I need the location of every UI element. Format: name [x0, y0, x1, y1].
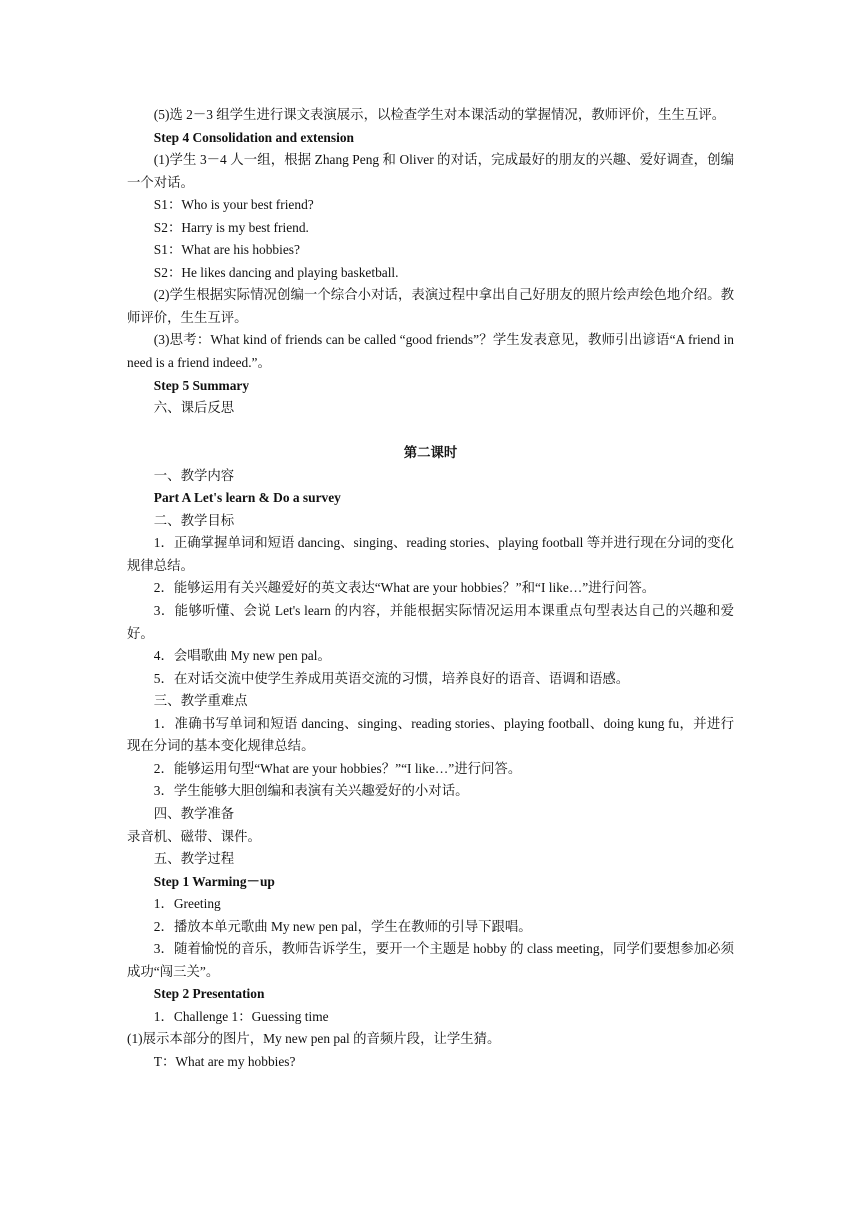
dialogue-line: S1：Who is your best friend? — [153, 197, 314, 213]
paragraph: (1)展示本部分的图片，My new pen pal 的音频片段，让学生猜。 — [127, 1031, 501, 1047]
list-item: 2．播放本单元歌曲 My new pen pal，学生在教师的引导下跟唱。 — [153, 918, 532, 934]
list-item: 3．随着愉悦的音乐，教师告诉学生，要开一个主题是 hobby 的 class meeting，同学们要想参加必须成功“闯三关”。 — [127, 941, 734, 979]
list-item: 3．学生能够大胆创编和表演有关兴趣爱好的小对话。 — [153, 783, 469, 799]
section-heading: Part A Let's learn & Do a survey — [153, 490, 341, 506]
section-title: 五、教学过程 — [153, 851, 235, 867]
list-item: 5．在对话交流中使学生养成用英语交流的习惯，培养良好的语音、语调和语感。 — [153, 670, 630, 686]
paragraph: (2)学生根据实际情况创编一个综合小对话，表演过程中拿出自己好朋友的照片绘声绘色地介绍。教师评价，生生互评。 — [127, 287, 734, 325]
dialogue-line: S2：Harry is my best friend. — [153, 219, 309, 235]
list-item: 1．Challenge 1：Guessing time — [153, 1008, 329, 1024]
section-heading: Step 4 Consolidation and extension — [153, 129, 354, 145]
list-item: 3．能够听懂、会说 Let's learn 的内容，并能根据实际情况运用本课重点句型表达自己的兴趣和爱好。 — [127, 603, 734, 641]
paragraph: (3)思考：What kind of friends can be called “good friends”？学生发表意见，教师引出谚语“A friend in need is a friend indeed.”。 — [127, 332, 734, 371]
dialogue-line: S2：He likes dancing and playing basketball. — [153, 264, 399, 280]
dialogue-line: T：What are my hobbies? — [153, 1053, 296, 1069]
section-title: 一、教学内容 — [153, 467, 235, 483]
dialogue-line: S1：What are his hobbies? — [153, 242, 300, 258]
paragraph: (1)学生 3－4 人一组，根据 Zhang Peng 和 Oliver 的对话，完成最好的朋友的兴趣、爱好调查，创编一个对话。 — [127, 152, 734, 190]
list-item: 2．能够运用句型“What are your hobbies？”“I like…”进行问答。 — [153, 760, 522, 776]
list-item: 2．能够运用有关兴趣爱好的英文表达“What are your hobbies？”和“I like…”进行问答。 — [153, 580, 656, 596]
paragraph: 录音机、磁带、课件。 — [127, 828, 261, 844]
list-item: 4．会唱歌曲 My new pen pal。 — [153, 648, 331, 664]
list-item: 1．正确掌握单词和短语 dancing、singing、reading stories、playing football 等并进行现在分词的变化规律总结。 — [127, 535, 735, 573]
spacer — [127, 420, 734, 443]
section-heading: Step 5 Summary — [153, 377, 250, 393]
paragraph: (5)选 2－3 组学生进行课文表演展示，以检查学生对本课活动的掌握情况，教师评价，生生互评。 — [153, 107, 726, 122]
list-item: 1．准确书写单词和短语 dancing、singing、reading stories、playing football、doing kung fu，并进行现在分词的基本变化规律总结。 — [127, 715, 734, 754]
section-heading: Step 1 Warming－up — [153, 873, 275, 889]
section-title: 三、教学重难点 — [153, 693, 248, 709]
lesson-title: 第二课时 — [403, 445, 458, 461]
section-title: 四、教学准备 — [153, 805, 235, 821]
document-body — [127, 104, 734, 1074]
section-title: 二、教学目标 — [153, 512, 235, 528]
section-title: 六、课后反思 — [153, 400, 235, 416]
section-heading: Step 2 Presentation — [153, 986, 265, 1002]
list-item: 1．Greeting — [153, 896, 221, 912]
